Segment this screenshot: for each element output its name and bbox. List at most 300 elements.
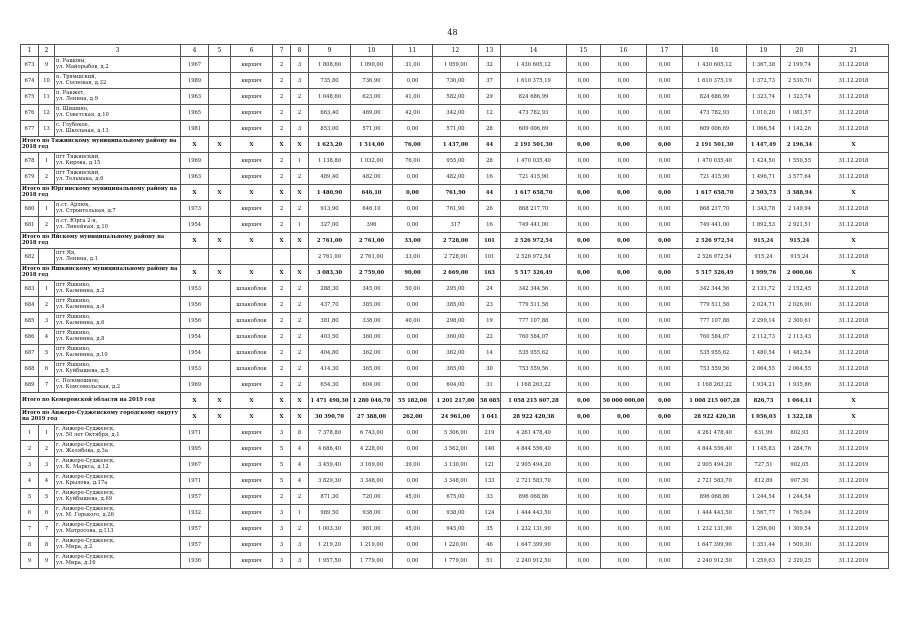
table-cell: 915,24 [747,249,781,265]
table-cell: 2 759,00 [351,265,393,281]
table-cell: 45,00 [393,521,433,537]
table-cell: X [273,265,291,281]
table-cell: 0,00 [567,457,601,473]
table-cell: 31.12.2019 [819,537,889,553]
table-cell: 31.12.2018 [819,73,889,89]
table-cell: 0,00 [647,297,683,313]
table-cell: 90,00 [393,265,433,281]
table-cell: 0,00 [567,313,601,329]
table-cell: 3 [291,57,309,73]
table-cell [209,473,231,489]
table-cell: 0,00 [647,169,683,185]
table-cell: 31.12.2018 [819,329,889,345]
table-cell: 0,00 [647,249,683,265]
table-cell: 28 922 420,38 [683,409,747,425]
table-cell: 0,00 [567,249,601,265]
table-cell: 2 [21,441,39,457]
table-cell: 896 068,86 [501,489,567,505]
table-cell: X [231,185,273,201]
table-cell: 0,00 [601,121,647,137]
table-cell: 749 441,00 [683,217,747,233]
table-row [21,441,889,457]
table-cell: 681 [21,217,39,233]
table-cell: 1 372,73 [747,73,781,89]
table-cell: 938,00 [351,505,393,521]
table-cell: X [819,185,889,201]
table-cell: 955,00 [433,153,479,169]
table-cell: 1 647 399,90 [501,537,567,553]
table-cell: 0,00 [601,105,647,121]
table-cell: 0,00 [647,137,683,153]
table-cell: 342 344,56 [683,281,747,297]
table-cell: 76,00 [393,137,433,153]
address-cell: п.ст. Юрга 2-я, ул. Линейная, д.10 [55,217,181,233]
table-cell: 31.12.2018 [819,297,889,313]
table-cell: 140 [479,441,501,457]
column-header: 21 [819,45,889,57]
table-cell: 5 [273,473,291,489]
table-cell: 0,00 [567,473,601,489]
address-cell: пгт Яшкино, ул. Калинина, д.4 [55,297,181,313]
table-cell: 0,00 [567,297,601,313]
table-cell: 689 [21,377,39,393]
table-cell: 0,00 [647,201,683,217]
table-cell: 2 526 972,54 [501,233,567,249]
table-cell: 2 199,74 [781,57,819,73]
table-cell: 31.12.2018 [819,169,889,185]
table-cell [209,329,231,345]
table-cell: 824 686,99 [683,89,747,105]
table-cell: 0,00 [567,185,601,201]
table-cell: 1 351,44 [747,537,781,553]
table-cell: 1953 [181,361,209,377]
table-cell: 4 [291,473,309,489]
table-cell: 1 168 263,22 [501,377,567,393]
table-cell: 0,00 [393,505,433,521]
table-cell: 0,00 [601,233,647,249]
table-cell: 571,00 [351,121,393,137]
table-cell: 437,70 [309,297,351,313]
address-cell: г. Анжеро-Судженск, ул. К. Маркса, д.12 [55,457,181,473]
table-cell: 0,00 [393,185,433,201]
table-cell: 0,00 [601,313,647,329]
table-cell: 1967 [181,457,209,473]
table-cell: 0,00 [647,217,683,233]
table-cell: 1 471 490,30 [309,393,351,409]
table-cell: 0,00 [567,153,601,169]
table-cell: 1 032,00 [351,153,393,169]
table-cell: X [231,233,273,249]
table-cell: 1 [39,201,55,217]
table-cell: 5 [39,345,55,361]
table-cell: 0,00 [647,121,683,137]
table-cell: X [181,137,209,153]
table-row [21,169,889,185]
table-cell: 31.12.2019 [819,425,889,441]
table-cell: кирпич [231,121,273,137]
table-cell: 989,50 [309,505,351,521]
table-cell: 4 [291,441,309,457]
table-cell: 1963 [181,89,209,105]
table-cell: 1971 [181,425,209,441]
table-row [21,361,889,377]
table-cell: 0,00 [647,537,683,553]
table-cell: 31,00 [393,57,433,73]
table-cell: кирпич [231,73,273,89]
table-cell: 2 [273,105,291,121]
table-cell: 1 482,54 [781,345,819,361]
table-cell: X [819,265,889,281]
table-cell: X [231,409,273,425]
table-cell [209,73,231,89]
table-cell: 2 113,43 [781,329,819,345]
table-cell: 683 [21,281,39,297]
table-cell: 646,10 [351,201,393,217]
table-cell: 0,00 [567,345,601,361]
table-cell: 3 [21,457,39,473]
table-cell: 2 026,00 [781,297,819,313]
table-cell: 736,00 [433,73,479,89]
table-cell: 0,00 [601,265,647,281]
table-cell: 2 [273,313,291,329]
column-header: 8 [291,45,309,57]
table-cell: 362,00 [351,345,393,361]
table-cell: 1 617 658,70 [501,185,567,201]
table-cell: 1 [291,153,309,169]
table-cell: 2 064,55 [747,361,781,377]
table-cell [209,553,231,569]
table-cell: 2 [273,89,291,105]
table-cell: 777 107,88 [501,313,567,329]
table-cell: шлакоблок [231,329,273,345]
table-cell: кирпич [231,217,273,233]
table-cell: 3 083,30 [309,265,351,281]
table-cell: 2 [273,297,291,313]
column-header: 13 [479,45,501,57]
table-cell: 2 721 583,70 [683,473,747,489]
table-cell: 2 [273,201,291,217]
table-cell: 2 526 972,54 [683,249,747,265]
column-header: 2 [39,45,55,57]
table-cell: 3 [291,121,309,137]
table-cell: 489,40 [309,169,351,185]
table-cell: 0,00 [567,377,601,393]
table-cell: 13 [39,121,55,137]
table-cell: 736,90 [351,73,393,89]
table-cell: 2 [291,377,309,393]
table-cell: 0,00 [601,297,647,313]
address-cell: п. Рашовы, ул. Майорыбов, д.2 [55,57,181,73]
table-cell: 1 934,21 [747,377,781,393]
table-cell: 33,00 [393,249,433,265]
table-cell: 8 [291,425,309,441]
table-cell: 1 138,80 [309,153,351,169]
table-cell: 2 [273,121,291,137]
column-header: 12 [433,45,479,57]
table-cell [209,521,231,537]
table-cell: X [273,233,291,249]
table-cell: 7 [39,377,55,393]
table-cell: 1 010,20 [747,105,781,121]
table-cell: 2 [291,345,309,361]
table-cell: кирпич [231,89,273,105]
table-cell: 0,00 [647,89,683,105]
table-cell: 1 617 658,70 [683,185,747,201]
address-cell: пгт Яшкино, ул. Калинина, д.2 [55,281,181,297]
table-cell: 0,00 [647,521,683,537]
column-header: 16 [601,45,647,57]
table-cell: 0,00 [601,521,647,537]
table-cell: 0,00 [567,265,601,281]
table-cell [209,297,231,313]
table-cell: 1 064,11 [781,393,819,409]
table-cell: 31.12.2018 [819,377,889,393]
table-cell: 0,00 [393,361,433,377]
table-cell: 1 090,00 [351,57,393,73]
table-cell: 760 584,07 [683,329,747,345]
table-cell: 327,00 [309,217,351,233]
table-cell: 0,00 [393,329,433,345]
table-cell: 2 [291,329,309,345]
table-cell: 868 217,70 [683,201,747,217]
table-cell: 1954 [181,217,209,233]
table-cell: 0,00 [601,89,647,105]
table-cell [291,249,309,265]
table-cell: X [209,265,231,281]
subtotal-label: Итого по Яйскому муниципальному району на 2018 год [21,233,181,249]
table-cell: 685 [21,313,39,329]
table-cell: 2 191 501,30 [683,137,747,153]
table-cell: 0,00 [393,345,433,361]
table-cell: 295,00 [433,281,479,297]
table-cell: 1 168 263,22 [683,377,747,393]
table-cell: 3 829,30 [309,473,351,489]
table-cell: 721 415,90 [683,169,747,185]
table-cell: 317 [433,217,479,233]
column-header: 3 [55,45,181,57]
table-cell: 31.12.2018 [819,281,889,297]
table-cell [209,281,231,297]
table-cell: 915,24 [781,249,819,265]
table-cell: 1 808,60 [309,57,351,73]
address-cell: с. Поломошное, ул. Комсомольская, д.2 [55,377,181,393]
table-cell: 1 447,49 [747,137,781,153]
table-cell: 945,00 [433,521,479,537]
address-cell: г. Анжеро-Судженск, ул. Крылова, д.17а [55,473,181,489]
table-cell: 675,00 [433,489,479,505]
table-cell: 14 [479,345,501,361]
table-cell: 0,00 [647,553,683,569]
address-cell: г. Анжеро-Судженск, ул. Мира, д.2 [55,537,181,553]
table-cell: 0,00 [567,505,601,521]
table-cell: 31.12.2018 [819,105,889,121]
table-cell: 2 [291,169,309,185]
table-cell: 0,00 [601,505,647,521]
table-cell: 2 191 501,30 [501,137,567,153]
table-cell: 1 008 215 607,28 [683,393,747,409]
table-cell: 631,99 [747,425,781,441]
subtotal-label: Итого по Тяжинскому муниципальному району на 2018 год [21,137,181,153]
column-header: 7 [273,45,291,57]
table-cell: 404,80 [309,345,351,361]
table-cell: 1 142,26 [781,121,819,137]
table-cell: 22 [479,329,501,345]
table-cell: 4 [39,329,55,345]
table-cell: 3 388,94 [781,185,819,201]
table-cell: 0,00 [567,137,601,153]
table-cell: 2 320,25 [781,553,819,569]
table-cell [209,505,231,521]
table-cell: 1989 [181,73,209,89]
table-cell: 2 526 972,54 [683,233,747,249]
table-cell: 1965 [181,105,209,121]
table-cell: 219 [479,425,501,441]
table-cell: 29 [479,89,501,105]
table-cell [209,201,231,217]
table-cell: 40,00 [393,313,433,329]
table-cell: 0,00 [601,425,647,441]
table-cell: 896 068,86 [683,489,747,505]
table-cell: X [209,185,231,201]
table-cell: 1 056,03 [747,409,781,425]
table-cell: 0,00 [647,73,683,89]
table-cell: 42,00 [393,105,433,121]
table-cell: 0,00 [647,361,683,377]
table-cell: 31.12.2018 [819,201,889,217]
table-cell: 133 [479,473,501,489]
table-cell: 1 343,78 [747,201,781,217]
table-cell: 124 [479,505,501,521]
table-row [21,89,889,105]
housing-repair-table [20,44,889,569]
table-cell: X [231,137,273,153]
table-cell: 609 006,69 [683,121,747,137]
table-row [21,297,889,313]
table-cell: 721 415,90 [501,169,567,185]
table-cell: 938,00 [433,505,479,521]
column-header: 9 [309,45,351,57]
table-cell: 3 459,40 [309,457,351,473]
table-cell: 1 081,57 [781,105,819,121]
table-cell: 3 348,00 [351,473,393,489]
table-cell: 1 514,00 [351,137,393,153]
table-cell: 288,30 [309,281,351,297]
table-cell: 16 [479,169,501,185]
subtotal-row [21,137,889,153]
table-row [21,473,889,489]
table-cell: 0,00 [393,441,433,457]
table-cell: 35 [479,521,501,537]
table-cell: 0,00 [647,313,683,329]
table-cell: X [819,233,889,249]
table-cell: X [181,265,209,281]
table-cell: 604,00 [351,377,393,393]
table-cell: 1 219,00 [351,537,393,553]
table-cell: 1 244,54 [781,489,819,505]
table-cell: 0,00 [601,441,647,457]
table-cell: 8 [21,537,39,553]
table-cell [273,249,291,265]
table-row [21,105,889,121]
address-cell: г. Анжеро-Судженск, ул. М. Горького, д.26 [55,505,181,521]
table-cell: 8 [39,537,55,553]
table-row [21,73,889,89]
table-cell: 853,00 [309,121,351,137]
table-cell: 0,00 [647,265,683,281]
table-cell: 1 444 443,50 [501,505,567,521]
table-cell: 0,00 [567,169,601,185]
table-cell: 0,00 [567,521,601,537]
table-cell: кирпич [231,521,273,537]
address-cell: г. Анжеро-Судженск, ул. Мира, д.16 [55,553,181,569]
table-cell: 0,00 [647,345,683,361]
table-cell: 2 [273,153,291,169]
table-cell: 826,73 [747,393,781,409]
table-cell: 2 761,00 [351,233,393,249]
table-cell: 2 [273,73,291,89]
table-cell: X [209,137,231,153]
table-cell: 345,00 [351,281,393,297]
table-cell: кирпич [231,473,273,489]
table-cell: 1954 [181,345,209,361]
table-cell: 0,00 [567,441,601,457]
table-cell: 1981 [181,121,209,137]
table-cell: 2 [291,313,309,329]
table-cell: 1 066,54 [747,121,781,137]
table-cell [209,441,231,457]
table-cell: 1 [39,153,55,169]
column-header: 11 [393,45,433,57]
table-cell: 2 024,71 [747,297,781,313]
table-cell: 2 [273,57,291,73]
table-cell: 1957 [181,537,209,553]
table-cell: 682 [21,249,39,265]
table-cell: 1 610 375,19 [501,73,567,89]
table-cell: 1 309,54 [781,521,819,537]
table-cell: 0,00 [601,329,647,345]
table-cell: 10 [39,73,55,89]
table-cell: 2 000,66 [781,265,819,281]
table-cell [231,249,273,265]
table-cell: 2 [39,441,55,457]
table-cell: X [181,393,209,409]
table-cell: 1 041 [479,409,501,425]
table-cell: 2 299,14 [747,313,781,329]
table-cell: 1 550,55 [781,153,819,169]
table-cell: 680 [21,201,39,217]
table-cell: шлакоблок [231,281,273,297]
table-cell: 396 [351,217,393,233]
table-cell: 673 [21,57,39,73]
table-cell: 753 559,56 [501,361,567,377]
table-cell: 0,00 [567,329,601,345]
table-cell: 868 217,70 [501,201,567,217]
table-cell: 0,00 [647,409,683,425]
table-cell: 1 284,76 [781,441,819,457]
table-cell: 0,00 [647,441,683,457]
table-cell: 1 256,00 [747,521,781,537]
table-cell: 1 765,04 [781,505,819,521]
table-row [21,521,889,537]
table-cell: 2 761,00 [309,233,351,249]
table-cell: 6 743,00 [351,425,393,441]
table-cell: 753 559,56 [683,361,747,377]
table-cell: 31.12.2018 [819,313,889,329]
table-cell: 33,00 [393,233,433,249]
table-cell: 686 [21,329,39,345]
table-cell: 44 [479,185,501,201]
table-cell: 0,00 [567,281,601,297]
